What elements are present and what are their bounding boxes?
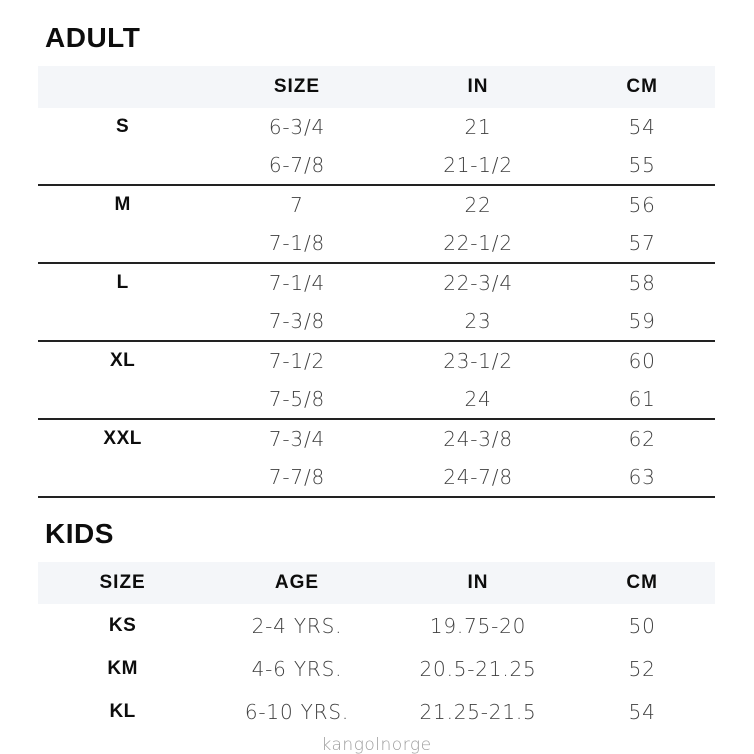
- size-group-m: [38, 186, 715, 264]
- cm-value: 57: [628, 231, 656, 255]
- table-row: [38, 458, 715, 496]
- age-value: 6-10 YRS.: [244, 699, 349, 724]
- cm-value: 58: [628, 271, 656, 295]
- cm-value: 52: [628, 656, 656, 681]
- size-group-xxl: [38, 420, 715, 498]
- hat-size-value: 7-7/8: [268, 465, 326, 489]
- table-row: [38, 342, 715, 380]
- inches-value: 20.5-21.25: [419, 656, 537, 681]
- kids-size-label: KS: [108, 614, 137, 636]
- hat-size-value: 6-3/4: [268, 115, 326, 139]
- cm-value: 55: [628, 153, 656, 177]
- table-row: [38, 302, 715, 340]
- cm-value: 60: [628, 349, 656, 373]
- inches-value: 21: [464, 115, 492, 139]
- size-group-label: S: [116, 116, 130, 137]
- size-group-label: XXL: [103, 428, 142, 449]
- hat-size-value: 7-3/8: [268, 309, 326, 333]
- inches-value: 24-7/8: [443, 465, 513, 489]
- hat-size-value: 7-5/8: [268, 387, 326, 411]
- cm-value: 63: [628, 465, 656, 489]
- cm-value: 50: [628, 613, 656, 638]
- inches-value: 23: [464, 309, 492, 333]
- cm-value: 59: [628, 309, 656, 333]
- size-chart: [38, 22, 715, 754]
- adult-section: [38, 22, 715, 498]
- watermark: kangolnorge: [321, 735, 432, 754]
- column-header-cm: CM: [626, 76, 658, 97]
- table-row: [38, 380, 715, 418]
- size-group-label: M: [114, 194, 131, 215]
- cm-value: 61: [628, 387, 656, 411]
- cm-value: 56: [628, 193, 656, 217]
- size-group-label: L: [116, 272, 129, 293]
- kids-size-label: KL: [109, 700, 136, 722]
- kids-table-header: [38, 562, 715, 604]
- inches-value: 22-3/4: [443, 271, 513, 295]
- table-row: [38, 146, 715, 184]
- hat-size-value: 7: [290, 193, 304, 217]
- size-group-l: [38, 264, 715, 342]
- kids-size-label: KM: [107, 657, 138, 679]
- inches-value: 19.75-20: [429, 613, 527, 638]
- table-row: [38, 224, 715, 262]
- table-row: [38, 420, 715, 458]
- adult-table-header: [38, 66, 715, 108]
- kids-section-title: KIDS: [45, 518, 114, 549]
- column-header-age: AGE: [274, 572, 320, 593]
- table-row: [38, 690, 715, 733]
- cm-value: 62: [628, 427, 656, 451]
- inches-value: 22: [464, 193, 492, 217]
- age-value: 4-6 YRS.: [251, 656, 343, 681]
- inches-value: 24-3/8: [443, 427, 513, 451]
- column-header-cm: CM: [626, 572, 658, 593]
- column-header-in: IN: [467, 76, 489, 97]
- column-header-in: IN: [467, 572, 489, 593]
- table-row: [38, 108, 715, 146]
- column-header-size: SIZE: [273, 76, 321, 97]
- size-group-label: XL: [109, 350, 136, 371]
- adult-section-title: ADULT: [45, 22, 141, 53]
- table-row: [38, 264, 715, 302]
- cm-value: 54: [628, 699, 656, 724]
- inches-value: 21.25-21.5: [419, 699, 537, 724]
- table-row: [38, 186, 715, 224]
- kids-section: [38, 518, 715, 733]
- table-row: [38, 604, 715, 647]
- age-value: 2-4 YRS.: [251, 613, 343, 638]
- hat-size-value: 6-7/8: [268, 153, 326, 177]
- hat-size-value: 7-1/2: [268, 349, 326, 373]
- hat-size-value: 7-1/4: [268, 271, 326, 295]
- column-header-size: SIZE: [99, 572, 146, 593]
- hat-size-value: 7-1/8: [268, 231, 326, 255]
- inches-value: 24: [464, 387, 492, 411]
- inches-value: 21-1/2: [443, 153, 513, 177]
- inches-value: 22-1/2: [443, 231, 513, 255]
- cm-value: 54: [628, 115, 656, 139]
- size-group-s: [38, 108, 715, 186]
- size-group-xl: [38, 342, 715, 420]
- inches-value: 23-1/2: [443, 349, 513, 373]
- table-row: [38, 647, 715, 690]
- hat-size-value: 7-3/4: [268, 427, 326, 451]
